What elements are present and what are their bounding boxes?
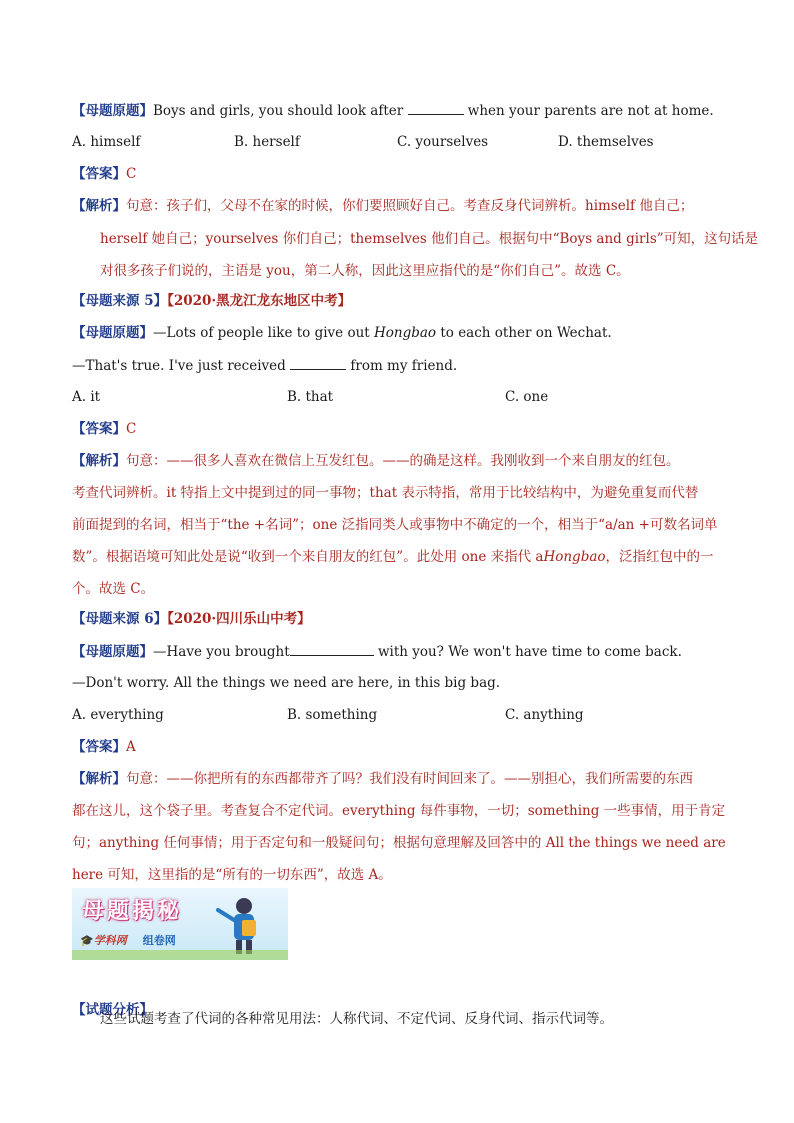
q6-source: 【母题来源 6】【2020·四川乐山中考】 [72,611,311,627]
q6-prompt-line-2: —Don't worry. All the things we need are here, in this big bag. [72,675,501,691]
q4-analysis-line-3: 对很多孩子们说的，主语是 you，第二人称，因此这里应指代的是“你们自己”。故选 C。 [100,263,630,279]
q5-analysis-line-4: 数”。根据语境可知此处是说“收到一个来自朋友的红包”。此处用 one 来指代 aHongbao，泛指红包中的一 [72,549,714,565]
answer-blank [408,100,464,115]
q6-answer: 【答案】A [72,739,136,755]
banner-ground [72,950,288,960]
q5-analysis-line-5: 个。故选 C。 [72,581,155,597]
banner-title: 母题揭秘 [82,899,183,924]
option-c: C. yourselves [397,134,489,150]
option-b: B. herself [234,134,300,150]
prompt-tag: 【母题原题】 [72,103,153,119]
q4-answer: 【答案】C [72,166,137,182]
answer-blank [290,355,346,370]
brand-zujuanwang: 组卷网 [142,934,176,947]
test-analysis-heading: 【试题分析】 [72,1002,153,1018]
option-a: A. everything [72,707,164,723]
answer-blank [290,641,374,656]
student-figure-icon [214,894,274,956]
q5-source: 【母题来源 5】【2020·黑龙江龙东地区中考】 [72,293,352,309]
q6-analysis-line-2: 都在这儿，这个袋子里。考查复合不定代词。everything 每件事物，一切；something 一些事情，用于肯定 [72,803,726,819]
option-c: C. anything [505,707,584,723]
q5-analysis-line-3: 前面提到的名词，相当于“the +名词”；one 泛指同类人或事物中不确定的一个，相当于“a/an +可数名词单 [72,517,718,533]
q5-prompt: 【母题原题】—Lots of people like to give out Hongbao to each other on Wechat. [72,325,612,341]
q6-analysis-line-3: 句；anything 任何事情；用于否定句和一般疑问句；根据句意理解及回答中的 All the things we need are [72,835,726,851]
section-banner-logo [72,888,288,960]
mortarboard-icon: 🎓 [80,934,94,947]
option-d: D. themselves [558,134,654,150]
test-analysis-body: 这些试题考查了代词的各种常见用法：人称代词、不定代词、反身代词、指示代词等。 [100,1011,613,1027]
q5-analysis-line-1: 【解析】句意：——很多人喜欢在微信上互发红包。——的确是这样。我刚收到一个来自朋友的红包。 [72,453,680,469]
q5-analysis-line-2: 考查代词辨析。it 特指上文中提到过的同一事物；that 表示特指，常用于比较结构中，为避免重复而代替 [72,485,699,501]
brand-xuekewang: 学科网 [93,934,127,947]
option-a: A. it [72,389,101,405]
q4-prompt: 【母题原题】Boys and girls, you should look after when your parents are not at home. [72,100,732,121]
q6-prompt: 【母题原题】—Have you brought with you? We won't have time to come back. [72,641,732,662]
option-b: B. that [287,389,334,405]
option-c: C. one [505,389,549,405]
q4-analysis-line-2: herself 她自己；yourselves 你们自己；themselves 他们自己。根据句中“Boys and girls”可知，这句话是 [100,231,759,247]
q5-answer: 【答案】C [72,421,137,437]
option-a: A. himself [72,134,141,150]
q6-analysis-line-1: 【解析】句意：——你把所有的东西都带齐了吗？我们没有时间回来了。——别担心，我们所需要的东西 [72,771,693,787]
q4-analysis-line-1: 【解析】句意：孩子们，父母不在家的时候，你们要照顾好自己。考查反身代词辨析。himself 他自己； [72,198,694,214]
q6-analysis-line-4: here 可知，这里指的是“所有的一切东西”，故选 A。 [72,867,392,883]
q5-prompt-line-2: —That's true. I've just received from my friend. [72,355,732,376]
option-b: B. something [287,707,378,723]
